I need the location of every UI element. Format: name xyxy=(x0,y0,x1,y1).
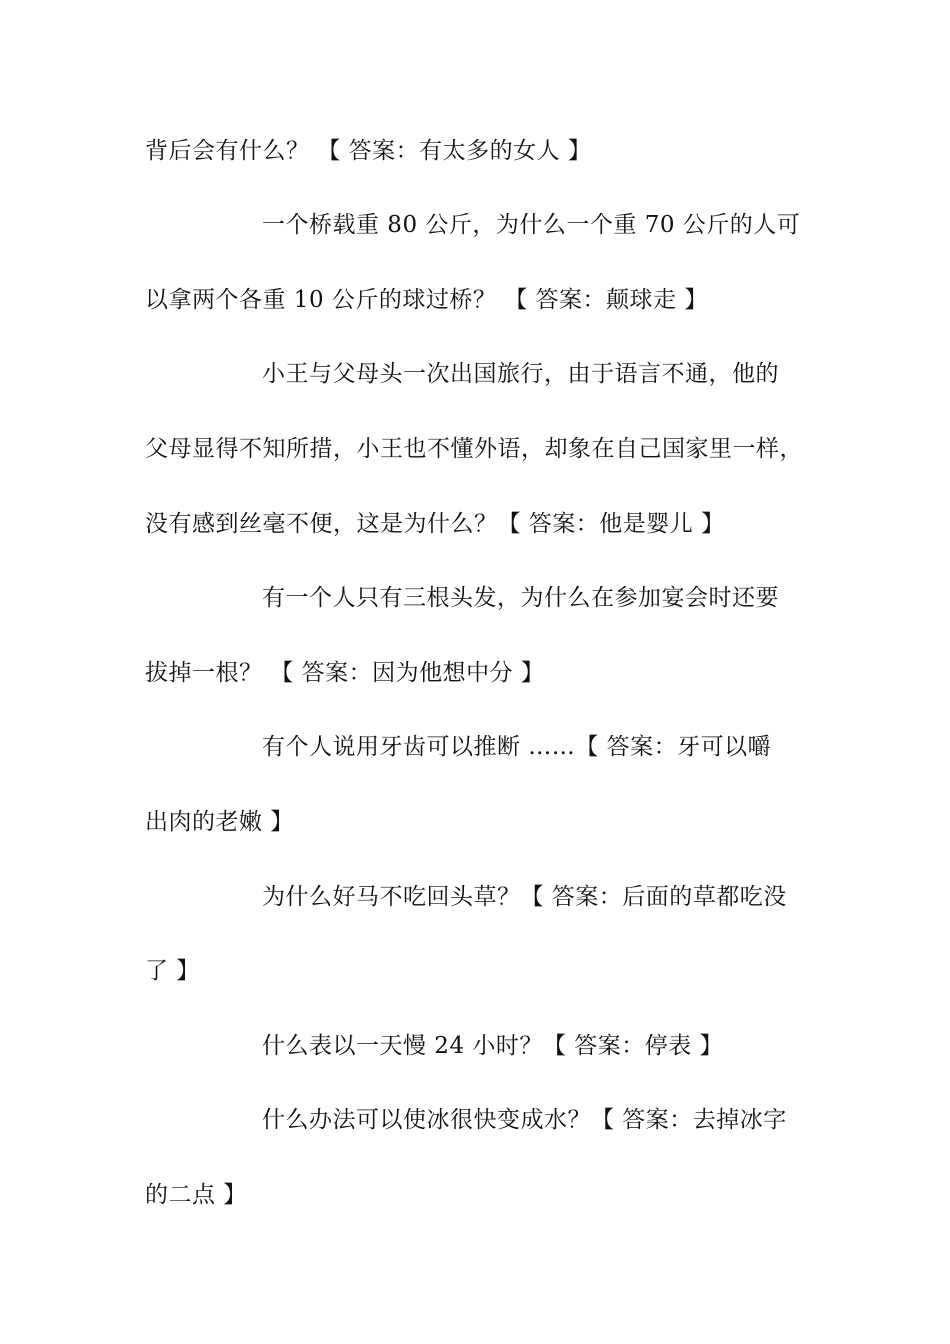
text-line-riddle-4-start: 有一个人只有三根头发，为什么在参加宴会时还要 xyxy=(262,585,779,611)
text-line-riddle-2-start: 一个桥载重 80 公斤，为什么一个重 70 公斤的人可 xyxy=(262,212,801,238)
text-line-riddle-3-end: 没有感到丝毫不便，这是为什么？【 答案：他是婴儿 】 xyxy=(145,511,725,537)
text-line-riddle-4-end: 拔掉一根？ 【 答案：因为他想中分 】 xyxy=(145,660,545,686)
text-line-riddle-3-start: 小王与父母头一次出国旅行，由于语言不通，他的 xyxy=(262,361,779,387)
text-line-riddle-6-end: 了 】 xyxy=(145,958,200,984)
text-line-riddle-6-start: 为什么好马不吃回头草？【 答案：后面的草都吃没 xyxy=(262,884,787,910)
text-line-riddle-3-middle: 父母显得不知所措，小王也不懂外语，却象在自己国家里一样， xyxy=(145,436,803,462)
text-line-riddle-5-start: 有个人说用牙齿可以推断 ……【 答案：牙可以嚼 xyxy=(262,734,772,760)
text-line-riddle-8-end: 的二点 】 xyxy=(145,1182,247,1208)
text-line-riddle-2-end: 以拿两个各重 10 公斤的球过桥？ 【 答案：颠球走 】 xyxy=(145,287,708,313)
text-line-riddle-1-end: 背后会有什么？ 【 答案：有太多的女人 】 xyxy=(145,138,592,164)
text-line-riddle-8-start: 什么办法可以使冰很快变成水？【 答案：去掉冰字 xyxy=(262,1107,787,1133)
text-line-riddle-5-end: 出肉的老嫩 】 xyxy=(145,809,294,835)
text-line-riddle-7: 什么表以一天慢 24 小时？【 答案：停表 】 xyxy=(262,1033,724,1059)
